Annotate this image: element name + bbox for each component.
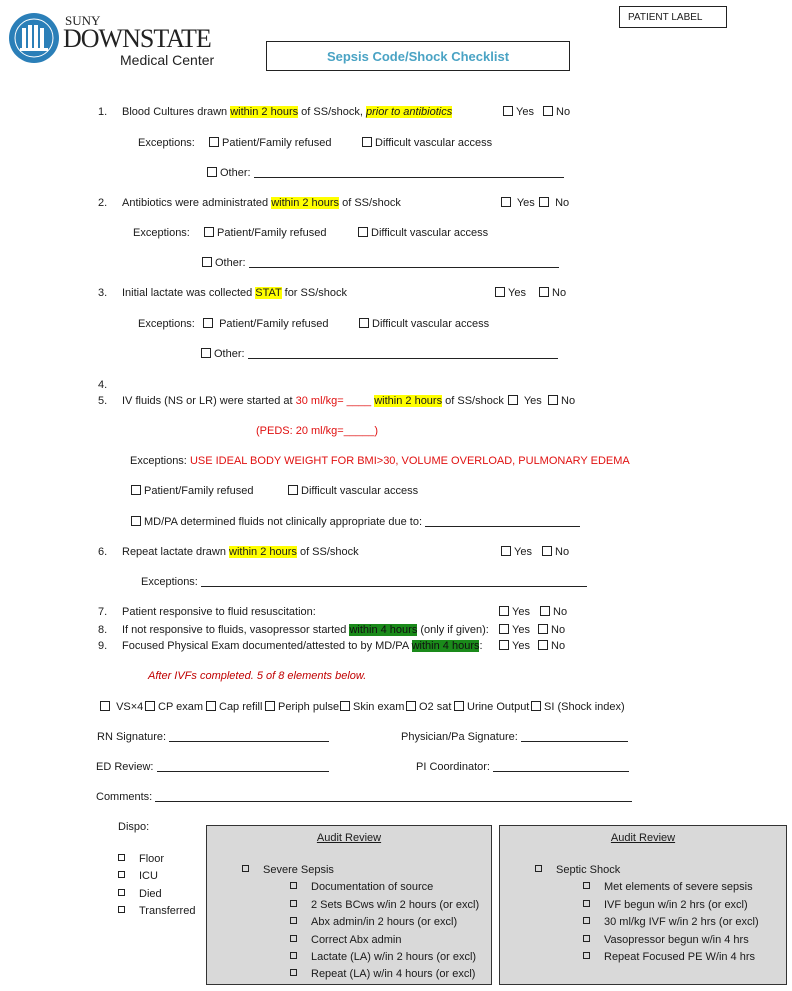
physician-signature-line[interactable] [521,731,628,742]
audit-item[interactable]: Repeat (LA) w/in 4 hours (or excl) [290,968,475,980]
q1-text: Blood Cultures drawn within 2 hours of SS/shock, prior to antibiotics [122,106,453,118]
q6-yes[interactable]: Yes [501,546,532,558]
q1-no[interactable]: No [543,106,570,118]
checkbox-icon[interactable] [539,197,549,207]
checkbox-icon[interactable] [501,197,511,207]
pi-coordinator[interactable]: PI Coordinator: [416,761,629,773]
audit-group-septic-shock[interactable]: Septic Shock [535,864,620,876]
checkbox-icon[interactable] [454,701,464,711]
comments[interactable]: Comments: [96,791,632,803]
checkbox-icon[interactable] [583,900,590,907]
audit-item[interactable]: Abx admin/in 2 hours (or excl) [290,916,457,928]
q2-yes[interactable]: Yes [501,197,535,209]
q1-yes[interactable]: Yes [503,106,534,118]
q9-no[interactable]: No [538,640,565,652]
q6-exceptions-line[interactable] [201,576,587,587]
checkbox-icon[interactable] [495,287,505,297]
checkbox-icon[interactable] [265,701,275,711]
q3-difficult-access[interactable]: Difficult vascular access [359,318,489,330]
q8-text: If not responsive to fluids, vasopressor started within 4 hours (only if given): [122,624,489,636]
q3-text: Initial lactate was collected STAT for SS/shock [122,287,347,299]
checkbox-icon[interactable] [499,640,509,650]
q3-patient-refused[interactable]: Patient/Family refused [203,318,329,330]
q8-yes[interactable]: Yes [499,624,530,636]
q5-md-line[interactable] [425,516,580,527]
checkbox-icon[interactable] [359,318,369,328]
q5-exceptions: Exceptions: USE IDEAL BODY WEIGHT FOR BMI>30, VOLUME OVERLOAD, PULMONARY EDEMA [130,455,630,467]
checkbox-icon[interactable] [539,287,549,297]
element-vs[interactable]: VS×4 [100,701,143,713]
q1-difficult-access[interactable]: Difficult vascular access [362,137,492,149]
q2-no[interactable]: No [539,197,569,209]
checkbox-icon[interactable] [406,701,416,711]
q5-peds: (PEDS: 20 ml/kg=_____) [256,425,378,437]
rn-signature[interactable]: RN Signature: [97,731,329,743]
q1-patient-refused[interactable]: Patient/Family refused [209,137,331,149]
checkbox-icon[interactable] [583,917,590,924]
checkbox-icon[interactable] [531,701,541,711]
q7-no[interactable]: No [540,606,567,618]
q2-difficult-access[interactable]: Difficult vascular access [358,227,488,239]
audit-item[interactable]: Met elements of severe sepsis [583,881,753,893]
checkbox-icon[interactable] [290,882,297,889]
checkbox-icon[interactable] [583,882,590,889]
after-ivf-note: After IVFs completed. 5 of 8 elements below. [148,670,367,682]
q8-no[interactable]: No [538,624,565,636]
checkbox-icon[interactable] [543,106,553,116]
q5-difficult-access[interactable]: Difficult vascular access [288,485,418,497]
element-periph-pulse[interactable]: Periph pulse [265,701,339,713]
checkbox-icon[interactable] [118,906,125,913]
q2-other-line[interactable] [249,257,559,268]
checkbox-icon[interactable] [508,395,518,405]
q6-number: 6. [98,546,108,558]
q3-other-line[interactable] [248,348,558,359]
checkbox-icon[interactable] [288,485,298,495]
q3-number: 3. [98,287,108,299]
checkbox-icon[interactable] [209,137,219,147]
element-cp-exam[interactable]: CP exam [145,701,203,713]
checkbox-icon[interactable] [290,935,297,942]
q6-exceptions[interactable]: Exceptions: [141,576,587,588]
checkbox-icon[interactable] [548,395,558,405]
checkbox-icon[interactable] [201,348,211,358]
checkbox-icon[interactable] [118,854,125,861]
checkbox-icon[interactable] [206,701,216,711]
checkbox-icon[interactable] [499,606,509,616]
comments-line[interactable] [155,791,632,802]
audit-item[interactable]: Documentation of source [290,881,433,893]
checkbox-icon[interactable] [290,917,297,924]
checkbox-icon[interactable] [290,969,297,976]
q7-yes[interactable]: Yes [499,606,530,618]
audit-review-severe-sepsis [206,825,492,985]
checkbox-icon[interactable] [535,865,542,872]
checkbox-icon[interactable] [290,900,297,907]
checkbox-icon[interactable] [358,227,368,237]
q1-row: 1. [98,106,108,118]
q2-other[interactable]: Other: [202,257,559,269]
audit-item[interactable]: 30 ml/kg IVF w/in 2 hrs (or excl) [583,916,759,928]
checkbox-icon[interactable] [503,106,513,116]
element-o2-sat[interactable]: O2 sat [406,701,451,713]
checkbox-icon[interactable] [583,952,590,959]
q3-other[interactable]: Other: [201,348,558,360]
q5-patient-refused[interactable]: Patient/Family refused [131,485,253,497]
logo-medical-center: Medical Center [120,52,215,68]
q2-patient-refused[interactable]: Patient/Family refused [204,227,326,239]
audit-group-severe-sepsis[interactable]: Severe Sepsis [242,864,334,876]
q9-yes[interactable]: Yes [499,640,530,652]
checkbox-icon[interactable] [131,485,141,495]
audit-item[interactable]: Correct Abx admin [290,934,401,946]
checkbox-icon[interactable] [131,516,141,526]
q4-number: 4. [98,379,108,391]
q6-no[interactable]: No [542,546,569,558]
q5-number: 5. [98,395,108,407]
checkbox-icon[interactable] [499,624,509,634]
dispo-died[interactable]: Died [118,888,162,900]
audit-review-septic-shock [499,825,787,985]
seal-icon [8,12,60,64]
checkbox-icon[interactable] [203,318,213,328]
ed-review[interactable]: ED Review: [96,761,329,773]
q2-number: 2. [98,197,108,209]
q2-text: Antibiotics were administrated within 2 hours of SS/shock [122,197,401,209]
q5-text: IV fluids (NS or LR) were started at 30 ml/kg= ____ within 2 hours of SS/shock [122,395,504,407]
checkbox-icon[interactable] [501,546,511,556]
q3-exceptions-label: Exceptions: [138,318,195,330]
audit-item[interactable]: IVF begun w/in 2 hrs (or excl) [583,899,748,911]
page-title: Sepsis Code/Shock Checklist [266,41,570,71]
q2-exceptions-label: Exceptions: [133,227,190,239]
checkbox-icon[interactable] [340,701,350,711]
pi-coordinator-line[interactable] [493,761,629,772]
element-urine-output[interactable]: Urine Output [454,701,529,713]
dispo-icu[interactable]: ICU [118,870,158,882]
checkbox-icon[interactable] [242,865,249,872]
q1-other-line[interactable] [254,167,564,178]
checkbox-icon[interactable] [290,952,297,959]
q1-exceptions-label: Exceptions: [138,137,195,149]
logo-suny: SUNY [65,13,101,28]
checkbox-icon[interactable] [204,227,214,237]
q3-no[interactable]: No [539,287,566,299]
checkbox-icon[interactable] [118,871,125,878]
checkbox-icon[interactable] [542,546,552,556]
q1-other[interactable]: Other: [207,167,564,179]
checkbox-icon[interactable] [207,167,217,177]
logo [8,12,223,70]
checkbox-icon[interactable] [583,935,590,942]
checkbox-icon[interactable] [362,137,372,147]
audit-item[interactable]: Repeat Focused PE W/in 4 hrs [583,951,755,963]
q5-md-determined[interactable]: MD/PA determined fluids not clinically appropriate due to: [131,516,580,528]
checkbox-icon[interactable] [540,606,550,616]
patient-label-box: PATIENT LABEL [619,6,727,28]
ed-review-line[interactable] [157,761,329,772]
audit-item[interactable]: Lactate (LA) w/in 2 hours (or excl) [290,951,476,963]
audit-item[interactable]: 2 Sets BCws w/in 2 hours (or excl) [290,899,479,911]
q6-text: Repeat lactate drawn within 2 hours of SS/shock [122,546,359,558]
element-cap-refill[interactable]: Cap refill [206,701,262,713]
checkbox-icon[interactable] [100,701,110,711]
checkbox-icon[interactable] [118,889,125,896]
audit-heading: Audit Review [316,832,382,844]
audit-item[interactable]: Vasopressor begun w/in 4 hrs [583,934,749,946]
audit-heading: Audit Review [610,832,676,844]
q7-number: 7. [98,606,108,618]
element-shock-index[interactable]: SI (Shock index) [531,701,625,713]
q5-no[interactable]: No [548,395,575,407]
checkbox-icon[interactable] [538,640,548,650]
dispo-floor[interactable]: Floor [118,853,164,865]
physician-signature[interactable]: Physician/Pa Signature: [401,731,628,743]
checkbox-icon[interactable] [202,257,212,267]
q8-number: 8. [98,624,108,636]
rn-signature-line[interactable] [169,731,329,742]
q7-text: Patient responsive to fluid resuscitation: [122,606,316,618]
element-skin-exam[interactable]: Skin exam [340,701,404,713]
q5-yes[interactable]: Yes [508,395,542,407]
dispo-transferred[interactable]: Transferred [118,905,195,917]
checkbox-icon[interactable] [538,624,548,634]
q3-yes[interactable]: Yes [495,287,526,299]
checkbox-icon[interactable] [145,701,155,711]
logo-downstate: DOWNSTATE [63,24,211,53]
dispo-label: Dispo: [118,821,150,833]
q9-text: Focused Physical Exam documented/attested to by MD/PA within 4 hours: [122,640,483,652]
q9-number: 9. [98,640,108,652]
